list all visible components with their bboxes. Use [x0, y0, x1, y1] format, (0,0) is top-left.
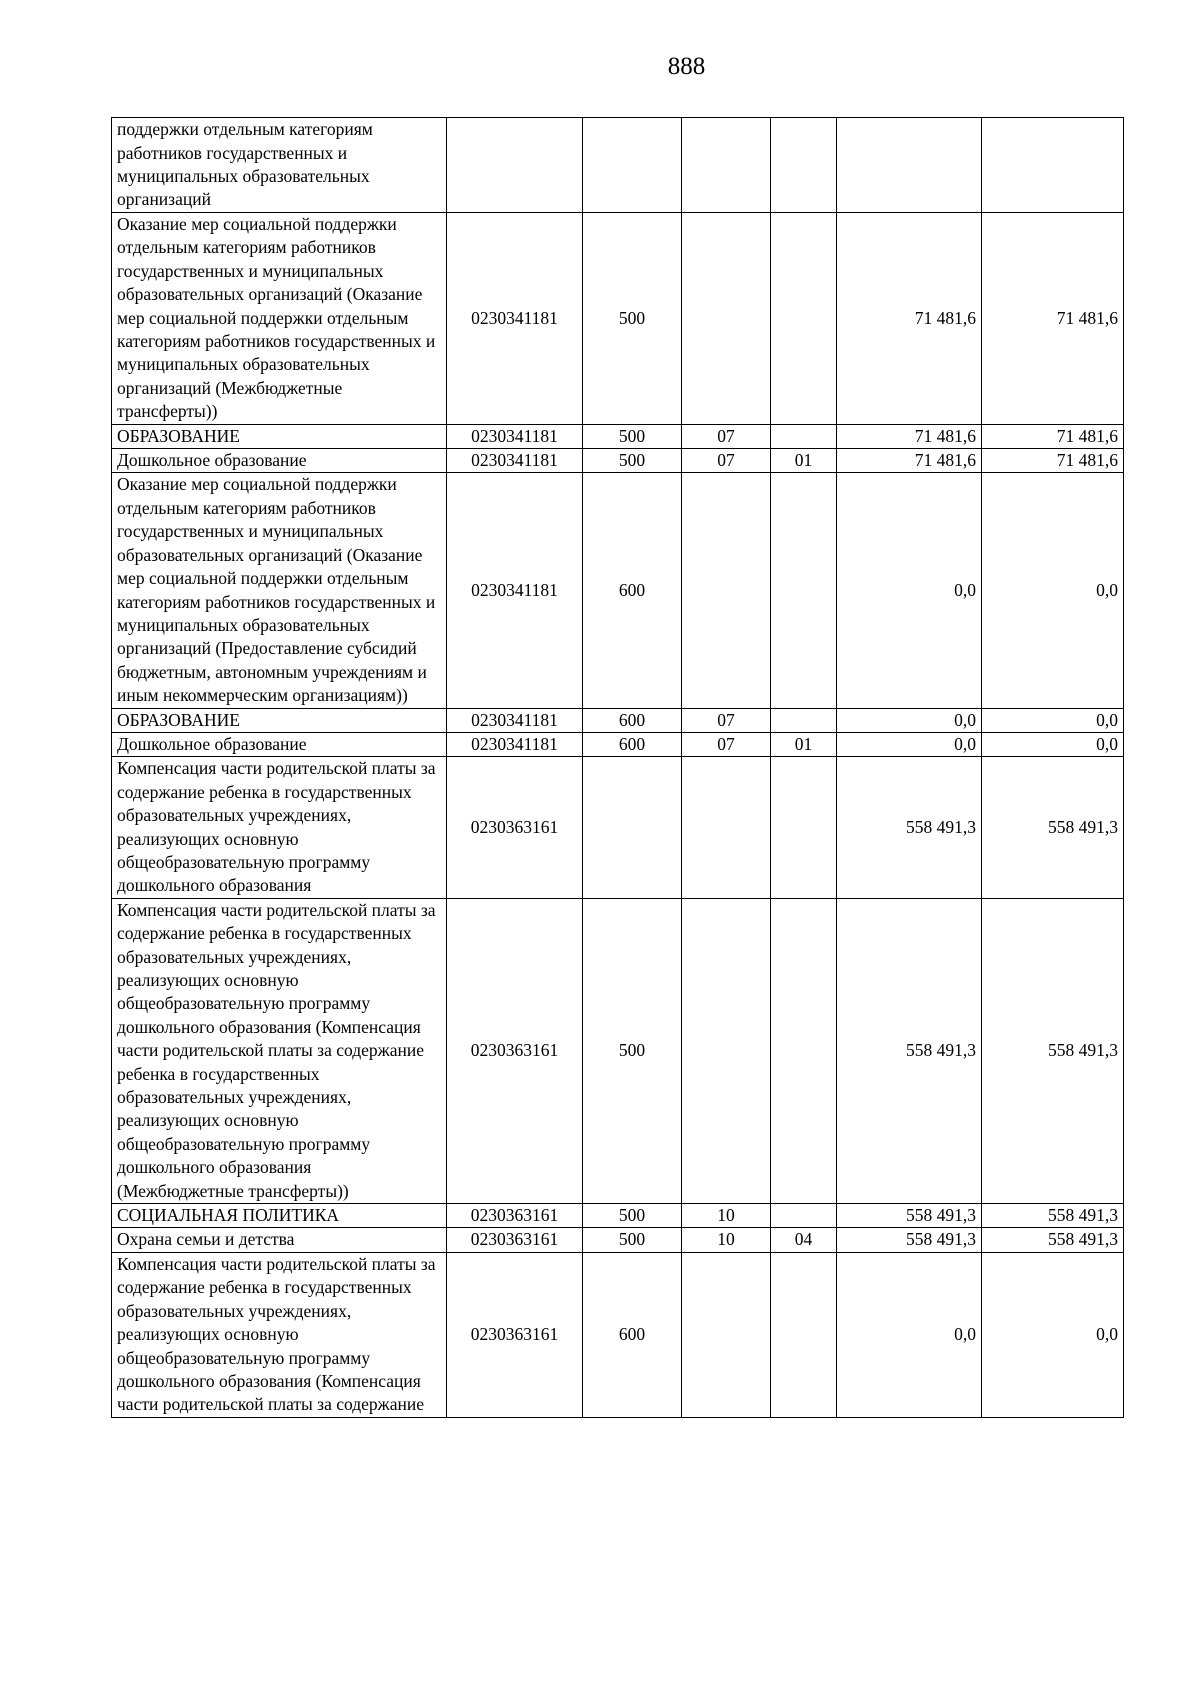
row-amount-2: 71 481,6 [982, 213, 1124, 425]
row-name: Оказание мер социальной поддержки отдельным категориям работников государственных и муниципальных образовательных организаций (Оказание мер социальной поддержки отдельным категориям работников государственных и муниципальных образовательных организаций (Межбюджетные трансферты)) [112, 213, 447, 425]
row-expense-type: 500 [583, 424, 682, 448]
row-target-code: 0230341181 [447, 213, 583, 425]
table-row [112, 1252, 1124, 1417]
table-row [112, 732, 1124, 756]
row-name: ОБРАЗОВАНИЕ [112, 708, 447, 732]
row-target-code: 0230363161 [447, 1228, 583, 1252]
row-subsection [771, 213, 837, 425]
row-section: 07 [682, 449, 771, 473]
row-name: Дошкольное образование [112, 449, 447, 473]
row-amount-1 [837, 118, 982, 213]
row-section: 07 [682, 424, 771, 448]
row-section: 10 [682, 1228, 771, 1252]
row-expense-type: 600 [583, 708, 682, 732]
row-name: СОЦИАЛЬНАЯ ПОЛИТИКА [112, 1204, 447, 1228]
budget-table [111, 117, 1124, 1418]
row-section [682, 898, 771, 1203]
row-expense-type: 500 [583, 1228, 682, 1252]
row-subsection: 01 [771, 732, 837, 756]
row-expense-type: 500 [583, 898, 682, 1203]
row-amount-2: 71 481,6 [982, 449, 1124, 473]
row-expense-type: 500 [583, 449, 682, 473]
row-target-code: 0230341181 [447, 473, 583, 708]
row-target-code: 0230363161 [447, 1252, 583, 1417]
row-expense-type: 500 [583, 213, 682, 425]
row-section: 10 [682, 1204, 771, 1228]
row-target-code: 0230363161 [447, 1204, 583, 1228]
row-expense-type: 500 [583, 1204, 682, 1228]
row-expense-type [583, 118, 682, 213]
row-subsection [771, 424, 837, 448]
row-amount-1: 0,0 [837, 708, 982, 732]
row-subsection [771, 1252, 837, 1417]
row-expense-type: 600 [583, 473, 682, 708]
row-amount-1: 71 481,6 [837, 424, 982, 448]
row-amount-2: 0,0 [982, 1252, 1124, 1417]
row-subsection [771, 473, 837, 708]
table-row [112, 898, 1124, 1203]
row-amount-2: 0,0 [982, 473, 1124, 708]
row-expense-type: 600 [583, 732, 682, 756]
row-subsection [771, 757, 837, 898]
row-name: Оказание мер социальной поддержки отдельным категориям работников государственных и муниципальных образовательных организаций (Оказание мер социальной поддержки отдельным категориям работников государственных и муниципальных образовательных организаций (Предоставление субсидий бюджетным, автономным учреждениям и иным некоммерческим организациям)) [112, 473, 447, 708]
row-section [682, 473, 771, 708]
row-name: Дошкольное образование [112, 732, 447, 756]
row-target-code: 0230341181 [447, 449, 583, 473]
row-subsection [771, 898, 837, 1203]
row-subsection: 01 [771, 449, 837, 473]
row-target-code [447, 118, 583, 213]
row-section [682, 118, 771, 213]
row-section [682, 1252, 771, 1417]
row-expense-type: 600 [583, 1252, 682, 1417]
row-subsection [771, 1204, 837, 1228]
table-row [112, 449, 1124, 473]
row-amount-1: 558 491,3 [837, 757, 982, 898]
row-amount-2: 558 491,3 [982, 898, 1124, 1203]
row-amount-2: 71 481,6 [982, 424, 1124, 448]
budget-table-body [112, 118, 1124, 1418]
row-amount-2: 0,0 [982, 708, 1124, 732]
row-name: Охрана семьи и детства [112, 1228, 447, 1252]
table-row [112, 473, 1124, 708]
row-amount-1: 558 491,3 [837, 898, 982, 1203]
table-row [112, 424, 1124, 448]
row-subsection: 04 [771, 1228, 837, 1252]
row-target-code: 0230341181 [447, 424, 583, 448]
row-section [682, 757, 771, 898]
table-row [112, 1228, 1124, 1252]
table-row [112, 708, 1124, 732]
row-amount-2 [982, 118, 1124, 213]
row-expense-type [583, 757, 682, 898]
row-amount-1: 558 491,3 [837, 1228, 982, 1252]
row-amount-2: 558 491,3 [982, 1228, 1124, 1252]
row-target-code: 0230363161 [447, 757, 583, 898]
row-name: ОБРАЗОВАНИЕ [112, 424, 447, 448]
row-name: Компенсация части родительской платы за содержание ребенка в государственных образовательных учреждениях, реализующих основную общеобразовательную программу дошкольного образования [112, 757, 447, 898]
table-row [112, 118, 1124, 213]
row-amount-1: 71 481,6 [837, 449, 982, 473]
row-amount-1: 71 481,6 [837, 213, 982, 425]
row-amount-1: 0,0 [837, 732, 982, 756]
row-target-code: 0230341181 [447, 732, 583, 756]
table-row [112, 213, 1124, 425]
row-name: Компенсация части родительской платы за содержание ребенка в государственных образовательных учреждениях, реализующих основную общеобразовательную программу дошкольного образования (Компенсация части родительской платы за содержание ребенка в государственных образовательных учреждениях, реализующих основную общеобразовательную программу дошкольного образования (Межбюджетные трансферты)) [112, 898, 447, 1203]
row-name: Компенсация части родительской платы за содержание ребенка в государственных образовательных учреждениях, реализующих основную общеобразовательную программу дошкольного образования (Компенсация части родительской платы за содержание [112, 1252, 447, 1417]
row-subsection [771, 708, 837, 732]
row-amount-1: 558 491,3 [837, 1204, 982, 1228]
row-section [682, 213, 771, 425]
row-target-code: 0230341181 [447, 708, 583, 732]
row-amount-2: 558 491,3 [982, 1204, 1124, 1228]
row-amount-2: 0,0 [982, 732, 1124, 756]
table-row [112, 757, 1124, 898]
table-row [112, 1204, 1124, 1228]
row-section: 07 [682, 732, 771, 756]
page-number: 888 [667, 53, 706, 80]
row-amount-1: 0,0 [837, 473, 982, 708]
row-amount-2: 558 491,3 [982, 757, 1124, 898]
row-amount-1: 0,0 [837, 1252, 982, 1417]
row-subsection [771, 118, 837, 213]
row-section: 07 [682, 708, 771, 732]
row-target-code: 0230363161 [447, 898, 583, 1203]
row-name: поддержки отдельным категориям работников государственных и муниципальных образовательных организаций [112, 118, 447, 213]
